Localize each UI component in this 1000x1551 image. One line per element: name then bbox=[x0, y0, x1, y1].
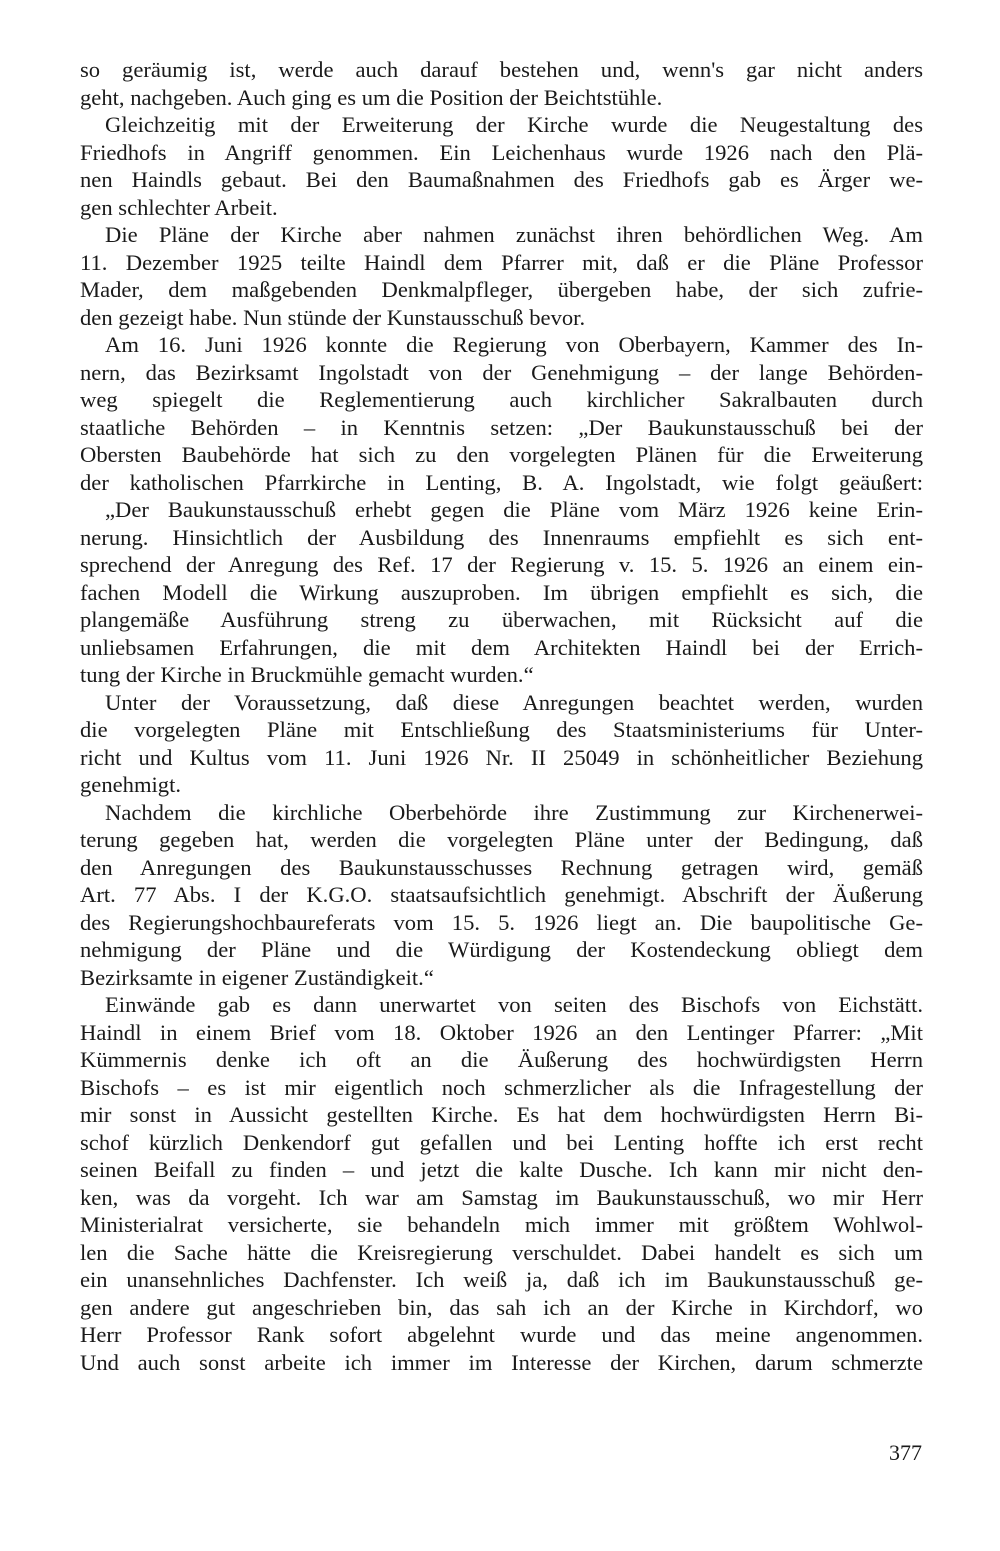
text-line: Ministerialrat versicherte, sie behandeln mich immer mit größtem Wohlwol- bbox=[80, 1212, 923, 1237]
text-line: des Regierungshochbaureferats vom 15. 5. 1926 liegt an. Die baupolitische Ge- bbox=[80, 909, 923, 935]
text-line: len die Sache hätte die Kreisregierung verschuldet. Dabei handelt es sich um bbox=[80, 1239, 923, 1265]
text-line: Friedhofs in Angriff genommen. Ein Leichenhaus wurde 1926 nach den Plä- bbox=[80, 139, 923, 165]
text-line: „Der Baukunstausschuß erhebt gegen die Pläne vom März 1926 keine Erin- bbox=[105, 497, 923, 522]
text-line: terung gegeben hat, werden die vorgelegten Pläne unter der Bedingung, daß bbox=[80, 827, 923, 852]
text-line: weg spiegelt die Reglementierung auch kirchlicher Sakralbauten durch bbox=[80, 387, 923, 412]
text-line: Bezirksamte in eigener Zuständigkeit.“ bbox=[80, 964, 434, 990]
text-line: Obersten Baubehörde hat sich zu den vorgelegten Plänen für die Erweiterung bbox=[80, 442, 923, 467]
text-line: gen schlechter Arbeit. bbox=[80, 194, 278, 220]
text-line: Nachdem die kirchliche Oberbehörde ihre Zustimmung zur Kirchenerwei- bbox=[105, 799, 923, 825]
text-line: ken, was da vorgeht. Ich war am Samstag im Baukunstausschuß, wo mir Herr bbox=[80, 1184, 923, 1210]
text-line: unliebsamen Erfahrungen, die mit dem Architekten Haindl bei der Errich- bbox=[80, 634, 923, 660]
text-line: nern, das Bezirksamt Ingolstadt von der Genehmigung – der lange Behörden- bbox=[80, 359, 923, 385]
text-line: mir sonst in Aussicht gestellten Kirche. Es hat dem hochwürdigsten Herrn Bi- bbox=[80, 1102, 923, 1127]
text-line: genehmigt. bbox=[80, 772, 182, 797]
text-line: nehmigung der Pläne und die Würdigung der Kostendeckung obliegt dem bbox=[80, 937, 923, 962]
text-line: Art. 77 Abs. I der K.G.O. staatsaufsichtlich genehmigt. Abschrift der Äußerung bbox=[80, 882, 923, 907]
text-line: Am 16. Juni 1926 konnte die Regierung von Oberbayern, Kammer des In- bbox=[105, 332, 923, 357]
text-line: seinen Beifall zu finden – und jetzt die kalte Dusche. Ich kann mir nicht den- bbox=[80, 1157, 923, 1182]
text-line: Mader, dem maßgebenden Denkmalpfleger, übergeben habe, der sich zufrie- bbox=[80, 277, 923, 302]
text-line: den gezeigt habe. Nun stünde der Kunstausschuß bevor. bbox=[80, 304, 586, 330]
text-line: geht, nachgeben. Auch ging es um die Position der Beichtstühle. bbox=[80, 84, 663, 110]
text-line: Gleichzeitig mit der Erweiterung der Kirche wurde die Neugestaltung des bbox=[105, 112, 923, 137]
text-line: staatliche Behörden – in Kenntnis setzen: „Der Baukunstausschuß bei der bbox=[80, 414, 923, 440]
text-line: gen andere gut angeschrieben bin, das sah ich an der Kirche in Kirchdorf, wo bbox=[80, 1294, 923, 1320]
text-line: so geräumig ist, werde auch darauf bestehen und, wenn's gar nicht anders bbox=[80, 57, 923, 82]
page-number: 377 bbox=[889, 1440, 922, 1465]
text-line: Die Pläne der Kirche aber nahmen zunächst ihren behördlichen Weg. Am bbox=[105, 222, 923, 247]
text-line: richt und Kultus vom 11. Juni 1926 Nr. II 25049 in schönheitlicher Beziehung bbox=[80, 744, 923, 770]
text-line: nen Haindls gebaut. Bei den Baumaßnahmen des Friedhofs gab es Ärger we- bbox=[80, 167, 923, 192]
text-line: fachen Modell die Wirkung auszuproben. Im übrigen empfiehlt es sich, die bbox=[80, 579, 923, 605]
text-line: Und auch sonst arbeite ich immer im Interesse der Kirchen, darum schmerzte bbox=[80, 1349, 923, 1375]
text-line: Einwände gab es dann unerwartet von seiten des Bischofs von Eichstätt. bbox=[105, 992, 923, 1017]
text-line: den Anregungen des Baukunstausschusses Rechnung getragen wird, gemäß bbox=[80, 854, 923, 880]
text-line: Herr Professor Rank sofort abgelehnt wurde und das meine angenommen. bbox=[80, 1322, 923, 1347]
text-line: die vorgelegten Pläne mit Entschließung des Staatsministeriums für Unter- bbox=[80, 717, 923, 742]
text-line: Unter der Voraussetzung, daß diese Anregungen beachtet werden, wurden bbox=[105, 689, 923, 715]
text-line: Kümmernis denke ich oft an die Äußerung des hochwürdigsten Herrn bbox=[80, 1047, 923, 1072]
text-line: Bischofs – es ist mir eigentlich noch schmerzlicher als die Infragestellung der bbox=[80, 1074, 923, 1100]
text-line: nerung. Hinsichtlich der Ausbildung des Innenraums empfiehlt es sich ent- bbox=[80, 524, 923, 550]
text-line: 11. Dezember 1925 teilte Haindl dem Pfarrer mit, daß er die Pläne Professor bbox=[80, 249, 923, 275]
text-line: Haindl in einem Brief vom 18. Oktober 1926 an den Lentinger Pfarrer: „Mit bbox=[80, 1019, 923, 1045]
text-line: schof kürzlich Denkendorf gut gefallen und bei Lenting hoffte ich erst recht bbox=[80, 1129, 923, 1155]
document-page bbox=[80, 56, 923, 1376]
text-line: plangemäße Ausführung streng zu überwachen, mit Rücksicht auf die bbox=[80, 607, 923, 632]
text-line: der katholischen Pfarrkirche in Lenting, B. A. Ingolstadt, wie folgt geäußert: bbox=[80, 469, 923, 495]
text-line: tung der Kirche in Bruckmühle gemacht wurden.“ bbox=[80, 662, 534, 687]
text-line: sprechend der Anregung des Ref. 17 der Regierung v. 15. 5. 1926 an einem ein- bbox=[80, 552, 923, 577]
text-line: ein unansehnliches Dachfenster. Ich weiß ja, daß ich im Baukunstausschuß ge- bbox=[80, 1267, 923, 1292]
